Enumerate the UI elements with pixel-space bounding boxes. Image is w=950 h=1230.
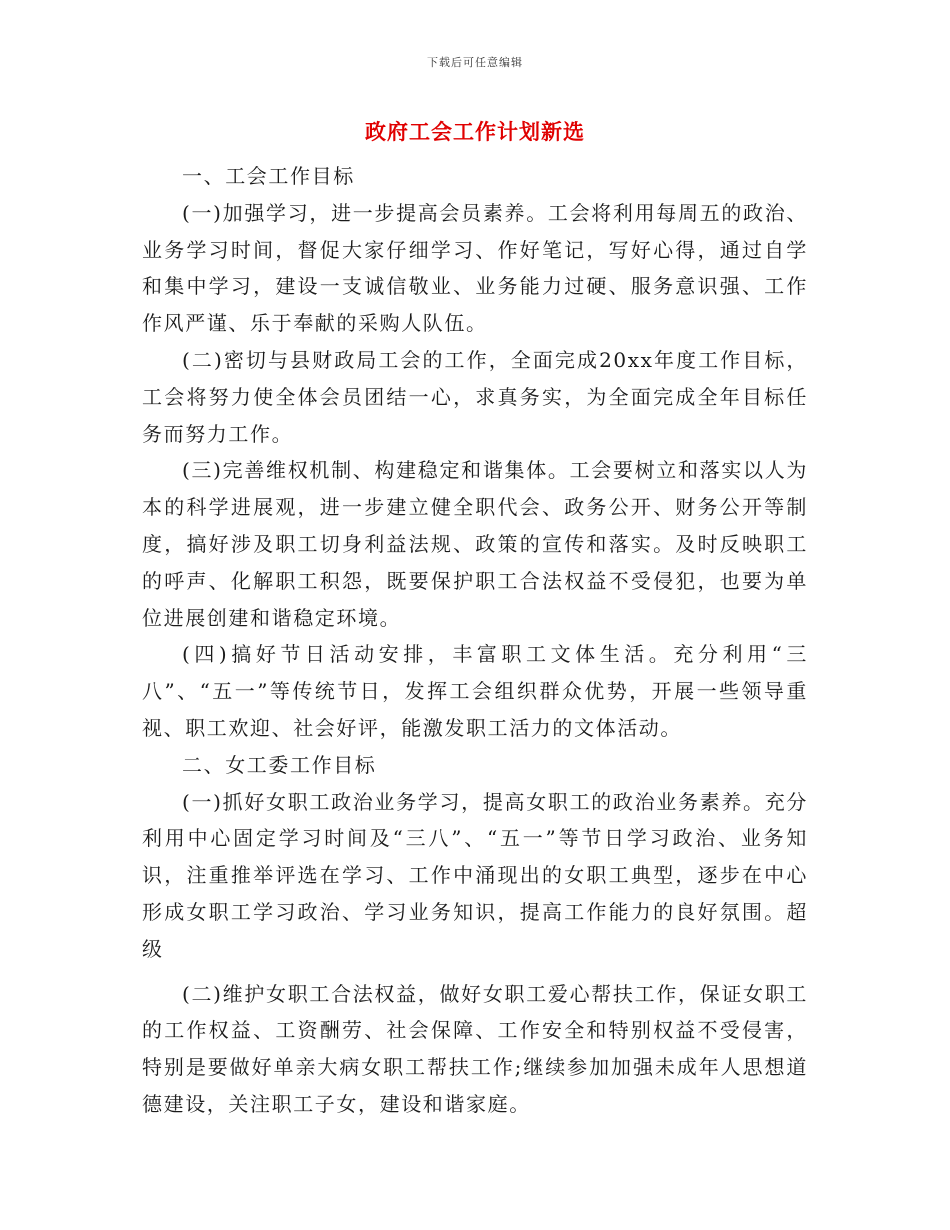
paragraph-1-4: (四)搞好节日活动安排，丰富职工文体生活。充分利用“三八”、“五一”等传统节日，发挥工会组织群众优势，开展一些领导重视、职工欢迎、社会好评，能激发职工活力的文体活动。: [142, 642, 808, 740]
paragraph-1-3: (三)完善维权机制、构建稳定和谐集体。工会要树立和落实以人为本的科学进展观，进一步建立健全职代会、政务公开、财务公开等制度，搞好涉及职工切身利益法规、政策的宣传和落实。及时反映职工的呼声、化解职工积怨，既要保护职工合法权益不受侵犯，也要为单位进展创建和谐稳定环境。: [142, 458, 808, 630]
paragraph-1-2: (二)密切与县财政局工会的工作，全面完成20xx年度工作目标，工会将努力使全体会员团结一心，求真务实，为全面完成全年目标任务而努力工作。: [142, 347, 808, 446]
paragraph-2-2: (二)维护女职工合法权益，做好女职工爱心帮扶工作，保证女职工的工作权益、工资酬劳、社会保障、工作安全和特别权益不受侵害，特别是要做好单亲大病女职工帮扶工作;继续参加加强未成年人思想道德建设，关注职工子女，建设和谐家庭。: [142, 981, 808, 1116]
document-body: [142, 158, 808, 1123]
paragraph-2-1: (一)抓好女职工政治业务学习，提高女职工的政治业务素养。充分利用中心固定学习时间及“三八”、“五一”等节日学习政治、业务知识，注重推举评选在学习、工作中涌现出的女职工典型，逐步在中心形成女职工学习政治、学习业务知识，提高工作能力的良好氛围。超级: [142, 789, 808, 961]
document-title: 政府工会工作计划新选: [365, 119, 585, 144]
section-heading-1: 一、工会工作目标: [182, 164, 355, 188]
header-note: 下载后可任意编辑: [427, 56, 523, 69]
section-heading-2: 二、女工委工作目标: [182, 752, 377, 777]
paragraph-1-1: (一)加强学习，进一步提高会员素养。工会将利用每周五的政治、业务学习时间，督促大家仔细学习、作好笔记，写好心得，通过自学和集中学习，建设一支诚信敬业、业务能力过硬、服务意识强、工作作风严谨、乐于奉献的采购人队伍。: [142, 200, 808, 336]
